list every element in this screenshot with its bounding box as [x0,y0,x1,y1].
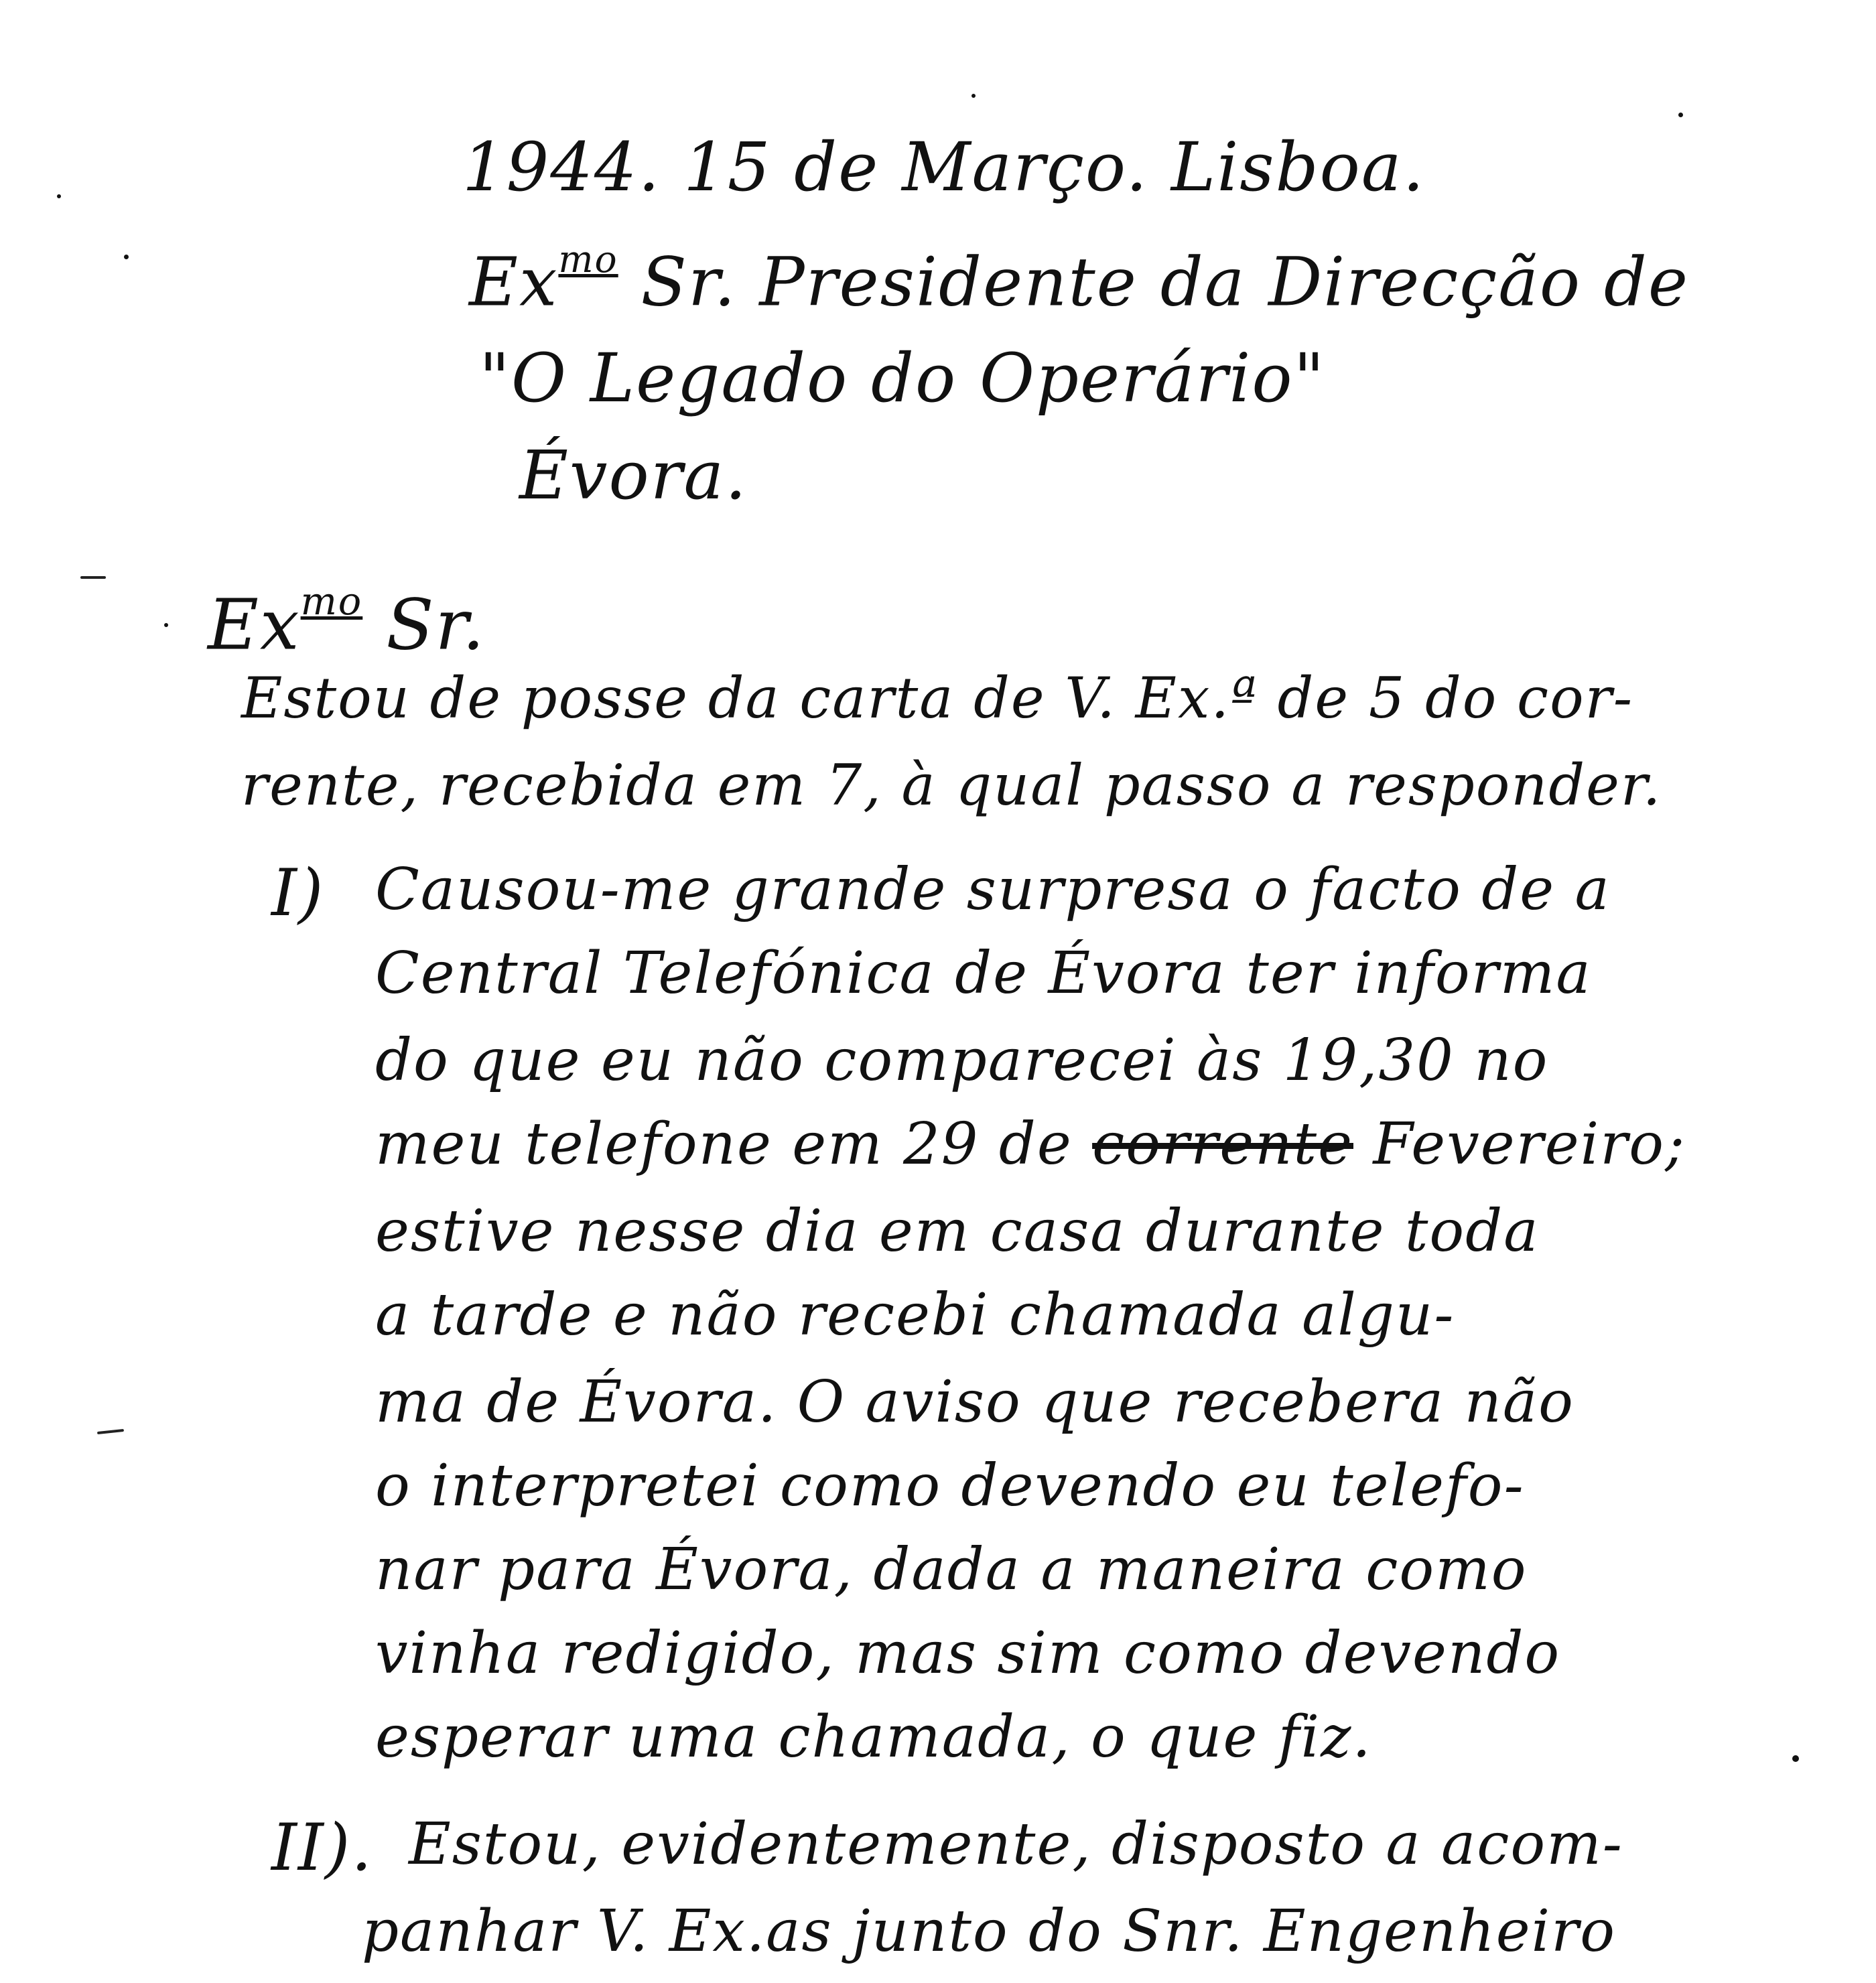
salutation-prefix: Ex [208,584,301,666]
point-1-line-6: a tarde e não recebi chamada algu- [375,1282,1455,1349]
point-1-marker: I) [271,856,325,931]
point-1-line-5: estive nesse dia em casa durante toda [375,1198,1540,1265]
scan-mark [80,576,106,579]
point-1-line-3: do que eu não comparecei às 19,30 no [375,1027,1549,1094]
point-1-line-4-end: Fevereiro; [1373,1111,1686,1178]
point-1-line-4 [375,1111,1686,1178]
salutation-rest: Sr. [386,584,486,666]
point-1-line-10: vinha redigido, mas sim como devendo [375,1620,1561,1687]
salutation-superscript: mo [300,579,363,624]
addressee-city: Évora. [519,436,748,515]
addressee-line [469,238,1690,322]
point-2-line-2: panhar V. Ex.as junto do Snr. Engenheiro [362,1898,1617,1965]
point-1-line-2: Central Telefónica de Évora ter informa [375,940,1592,1007]
scan-speck [124,255,129,259]
intro-line-1: Estou de posse da carta de V. Ex.ª de 5 do cor- [241,665,1634,731]
point-1-line-4-text: meu telefone em 29 de [375,1111,1073,1178]
scan-speck [57,194,61,198]
point-1-line-11: esperar uma chamada, o que fiz. [375,1704,1372,1771]
point-1-line-8: o interpretei como devendo eu telefo- [375,1452,1525,1519]
intro-line-2: rente, recebida em 7, à qual passo a responder. [241,752,1662,818]
addressee-organisation: "O Legado do Operário" [479,339,1326,417]
addressee-title-superscript: mo [558,238,618,281]
point-1-line-9: nar para Évora, dada a maneira como [375,1536,1528,1603]
salutation [208,579,486,666]
scan-speck [1792,1755,1799,1762]
scan-speck [164,623,168,627]
date-line: 1944. 15 de Março. Lisboa. [462,128,1426,206]
scan-speck [1678,113,1683,117]
addressee-title-prefix: Ex [469,243,559,322]
point-2-line-1: Estou, evidentemente, disposto a acom- [409,1811,1623,1878]
struck-out-word: corrente [1092,1111,1353,1178]
point-2-marker: II). [271,1810,373,1885]
scan-speck [972,94,976,98]
point-1-line-7: ma de Évora. O aviso que recebera não [375,1369,1574,1436]
point-1-line-1: Causou-me grande surpresa o facto de a [375,856,1611,923]
scan-mark [97,1429,124,1434]
addressee-title-rest: Sr. Presidente da Direcção de [641,243,1690,322]
